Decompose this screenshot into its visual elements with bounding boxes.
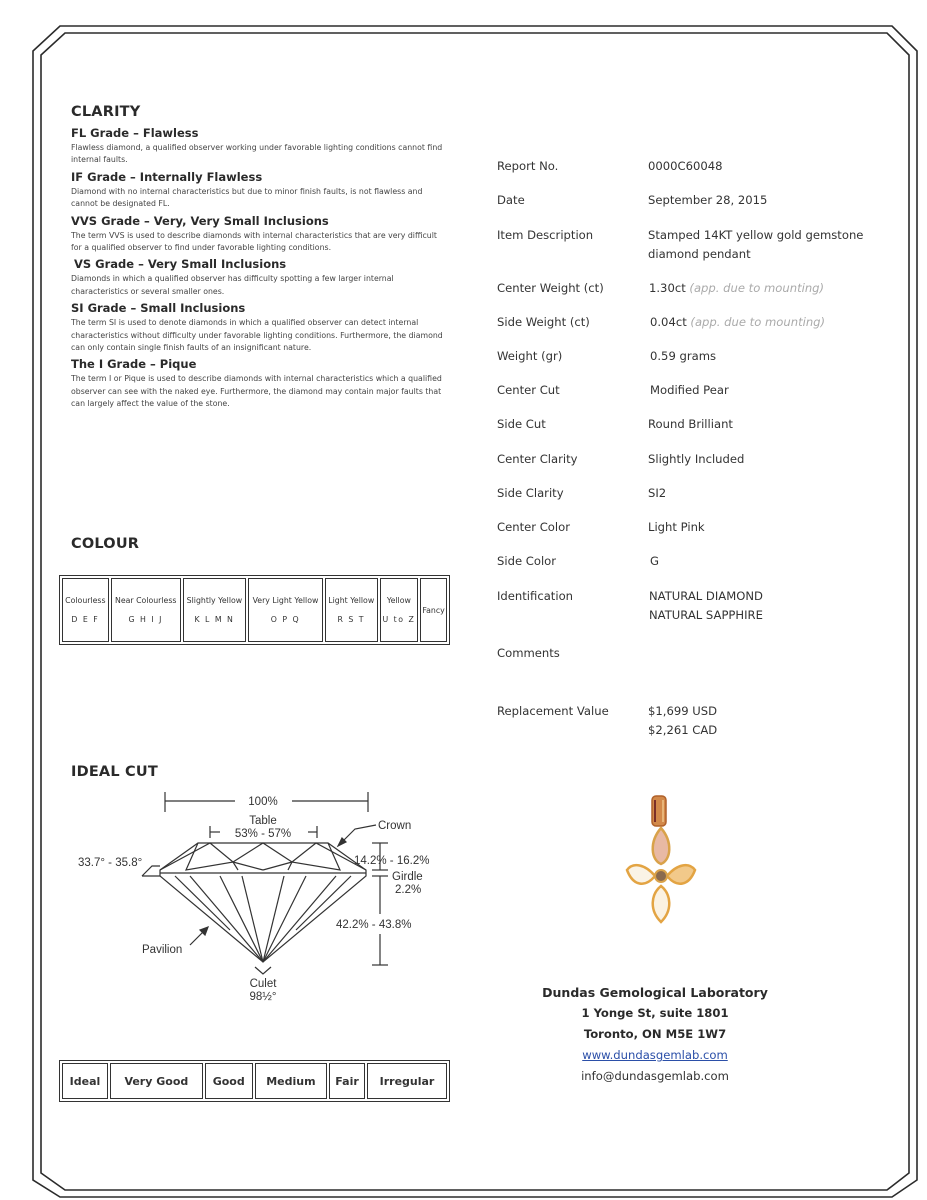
report-value: $1,699 USD [648, 704, 718, 718]
clarity-grade-vvs [71, 214, 446, 255]
report-label: Item Description [497, 228, 594, 242]
colour-cell [380, 578, 418, 642]
cut-grade-table [59, 1060, 450, 1102]
colour-cell [248, 578, 323, 642]
report-label: Comments [497, 646, 560, 660]
colour-name: Yellow [386, 596, 411, 605]
label-table-range: 53% - 57% [234, 828, 292, 840]
clarity-title: CLARITY [71, 104, 141, 120]
report-value: G [650, 554, 659, 568]
report-label: Side Color [497, 554, 557, 568]
label-culet: Culet [249, 978, 277, 990]
lab-contact [540, 982, 770, 1086]
grade-heading: VS Grade – Very Small Inclusions [74, 257, 287, 272]
colour-scale-table [59, 575, 450, 645]
report-label: Identification [497, 589, 574, 603]
ideal-cut-title: IDEAL CUT [71, 764, 158, 780]
report-value-line2: NATURAL SAPPHIRE [649, 608, 763, 622]
report-label: Center Cut [497, 383, 560, 397]
cut-grade-cell: Ideal [62, 1063, 108, 1099]
cut-grade-cell: Medium [255, 1063, 327, 1099]
colour-title: COLOUR [71, 536, 140, 552]
colour-name: Colourless [65, 596, 106, 605]
report-value: SI2 [648, 486, 667, 500]
label-girdle: Girdle [392, 871, 423, 883]
lab-website-link[interactable]: www.dundasgemlab.com [582, 1048, 728, 1062]
grade-heading: VVS Grade – Very, Very Small Inclusions [71, 213, 329, 228]
colour-cell [62, 578, 109, 642]
grade-heading: IF Grade – Internally Flawless [71, 169, 263, 184]
colour-name: Near Colourless [114, 596, 177, 605]
cut-grade-cell: Fair [329, 1063, 365, 1099]
report-value: Light Pink [648, 520, 705, 534]
report-value-line2: $2,261 CAD [648, 723, 718, 737]
lab-address-line2: Toronto, ON M5E 1W7 [583, 1027, 727, 1041]
clarity-grade-si [71, 301, 446, 354]
report-label: Side Weight (ct) [497, 315, 590, 329]
report-label: Date [497, 193, 525, 207]
report-label: Side Clarity [497, 486, 564, 500]
label-pavilion: Pavilion [142, 944, 183, 956]
report-label: Center Clarity [497, 452, 578, 466]
lab-name: Dundas Gemological Laboratory [542, 985, 768, 1000]
grade-heading: The I Grade – Pique [71, 357, 197, 372]
grade-description: Diamond with no internal characteristics but due to minor finish faults, is not flawless and cannot be designated FL. [71, 186, 423, 209]
label-crown-angle: 33.7° - 35.8° [78, 857, 143, 869]
colour-cell [420, 578, 447, 642]
clarity-grade-fl [71, 126, 446, 167]
colour-name: Very Light Yellow [252, 596, 319, 605]
grade-description: Flawless diamond, a qualified observer working under favorable lighting conditions cannot find internal faults. [71, 143, 443, 165]
label-crown-height: 14.2% - 16.2% [354, 855, 430, 867]
colour-cell [183, 578, 246, 642]
report-label: Center Weight (ct) [497, 281, 604, 295]
colour-name: Light Yellow [328, 596, 375, 605]
diamond-proportion-diagram [70, 780, 450, 1010]
colour-cell [325, 578, 378, 642]
grade-description: The term SI is used to denote diamonds in which a qualified observer can detect internal characteristics without difficulty under favorable lighting conditions. Furthermore, the diamond can only contain single finish faults of an insignificant nature. [71, 318, 443, 353]
colour-code: D E F [71, 615, 100, 624]
cut-grade-cell: Good [205, 1063, 253, 1099]
report-value-line2: diamond pendant [648, 247, 751, 261]
report-value: Stamped 14KT yellow gold gemstone [648, 228, 864, 242]
clarity-section [71, 126, 446, 414]
label-crown: Crown [378, 820, 412, 832]
report-value: NATURAL DIAMOND [649, 589, 763, 603]
colour-name: Fancy [422, 605, 445, 615]
report-label: Side Cut [497, 417, 546, 431]
report-value: Round Brilliant [648, 417, 733, 431]
clarity-grade-vs [71, 257, 446, 298]
report-value: 0.59 grams [650, 349, 717, 363]
colour-code: R S T [337, 615, 366, 624]
colour-code: G H I J [128, 615, 163, 624]
colour-cell [111, 578, 181, 642]
label-girdle-value: 2.2% [395, 884, 422, 896]
colour-code: O P Q [270, 615, 301, 624]
report-label: Replacement Value [497, 704, 609, 718]
cut-grade-cell: Very Good [110, 1063, 203, 1099]
grade-description: Diamonds in which a qualified observer has difficulty spotting a few larger internal characteristics or several smaller ones. [71, 274, 394, 296]
label-table: Table [249, 815, 277, 827]
report-label: Center Color [497, 520, 570, 534]
grade-description: The term VVS is used to describe diamonds with internal characteristics that are very difficult for a qualified observer to find under favorable lighting conditions. [71, 230, 437, 253]
report-label: Weight (gr) [497, 349, 563, 363]
report-value: Modified Pear [650, 383, 729, 397]
report-value: 0000C60048 [648, 159, 723, 173]
report-value: September 28, 2015 [648, 193, 768, 207]
colour-code: U to Z [382, 615, 416, 624]
label-pavilion-depth: 42.2% - 43.8% [336, 919, 412, 931]
cut-grade-cell: Irregular [367, 1063, 447, 1099]
report-note: (app. due to mounting) [689, 281, 825, 295]
grade-description: The term I or Pique is used to describe diamonds with internal characteristics which a qualified observer can see with the naked eye. Furthermore, the diamond may contain major faults that can largely affect the value of the stone. [71, 374, 442, 409]
label-culet-value: 98½° [249, 991, 277, 1003]
report-label: Report No. [497, 159, 559, 173]
report-value: Slightly Included [648, 452, 745, 466]
grade-heading: SI Grade – Small Inclusions [71, 301, 246, 316]
lab-email[interactable]: info@dundasgemlab.com [581, 1069, 729, 1083]
pendant-photo [605, 790, 705, 930]
report-value: 1.30ct [649, 281, 686, 295]
colour-name: Slightly Yellow [186, 596, 243, 605]
report-value: 0.04ct [650, 315, 687, 329]
clarity-grade-if [71, 170, 446, 211]
colour-code: K L M N [194, 615, 235, 624]
lab-address-line1: 1 Yonge St, suite 1801 [581, 1006, 729, 1020]
grade-heading: FL Grade – Flawless [71, 126, 199, 140]
report-note: (app. due to mounting) [690, 315, 826, 329]
label-total: 100% [248, 796, 278, 808]
clarity-grade-i [71, 357, 446, 410]
